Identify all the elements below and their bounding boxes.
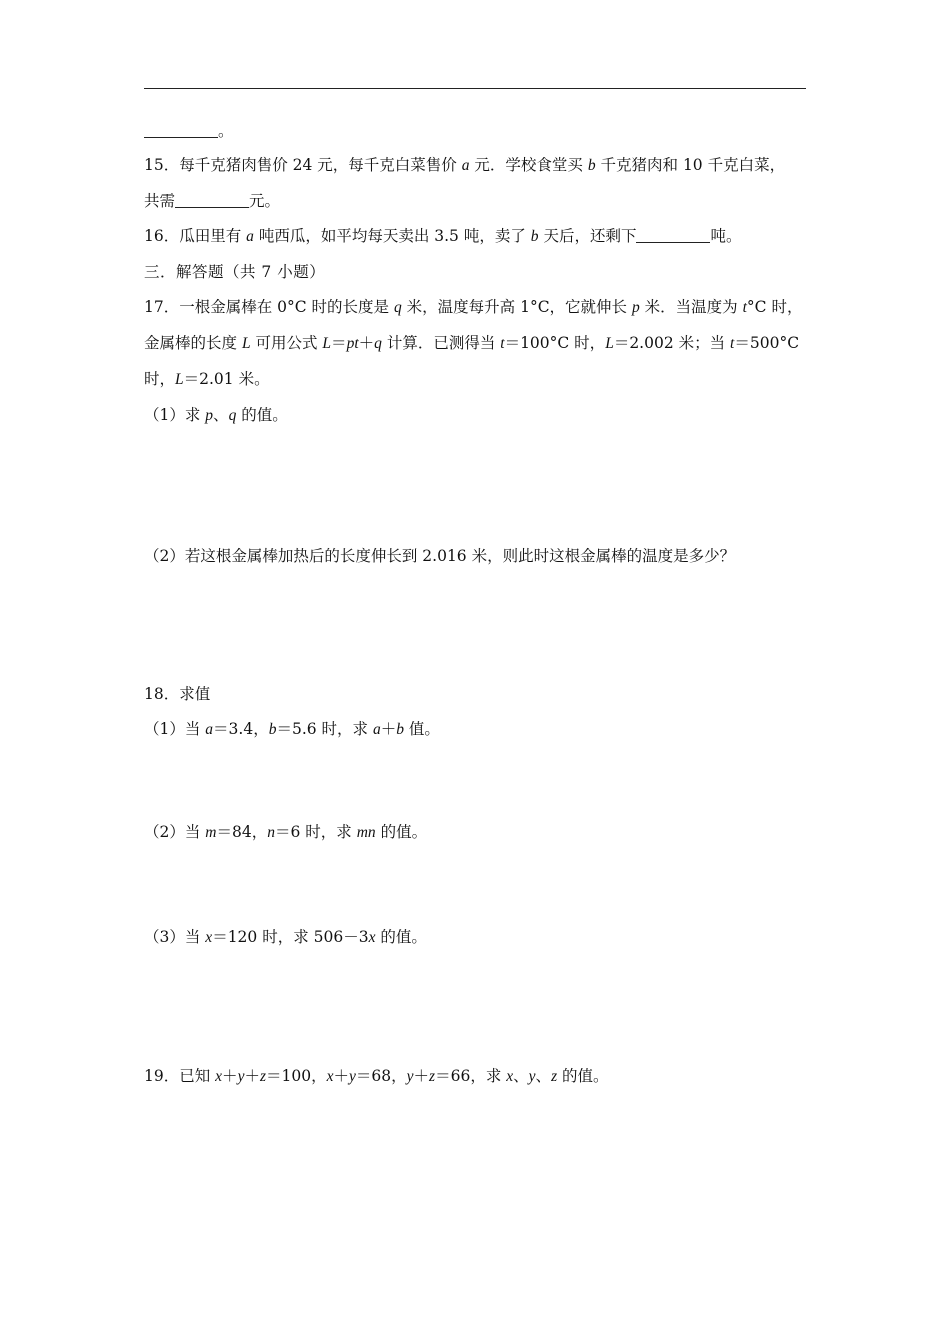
answer-blank[interactable] (144, 122, 218, 138)
q18-title: 18．求值 (144, 685, 211, 703)
q18-part-1: （1）当 a＝3.4，b＝5.6 时，求 a＋b 值。 (144, 720, 440, 738)
q18-part-3: （3）当 x＝120 时，求 506－3x 的值。 (144, 928, 427, 946)
q17-line-1: 17．一根金属棒在 0°C 时的长度是 q 米，温度每升高 1°C，它就伸长 p 米．当温度为 t°C 时， (144, 298, 803, 316)
q15-line-1: 15．每千克猪肉售价 24 元，每千克白菜售价 a 元．学校食堂买 b 千克猪肉和 10 千克白菜， (144, 156, 786, 174)
header-rule (144, 88, 806, 89)
q17-line-3: 时，L＝2.01 米。 (144, 370, 270, 388)
q17-part-1: （1）求 p、q 的值。 (144, 406, 288, 424)
answer-blank[interactable] (636, 227, 710, 243)
q17-line-2: 金属棒的长度 L 可用公式 L＝pt＋q 计算．已测得当 t＝100°C 时，L＝2.002 米；当 t＝500°C (144, 334, 800, 352)
q15-line-2: 共需 元。 (144, 192, 281, 210)
section-title: 三．解答题（共 7 小题） (144, 263, 326, 281)
q16-line: 16．瓜田里有 a 吨西瓜，如平均每天卖出 3.5 吨，卖了 b 天后，还剩下 吨。 (144, 227, 742, 245)
answer-blank[interactable] (175, 192, 249, 208)
q18-part-2: （2）当 m＝84，n＝6 时，求 mn 的值。 (144, 823, 428, 841)
q14-tail-line: 。 (144, 121, 234, 141)
q19-line: 19．已知 x＋y＋z＝100，x＋y＝68，y＋z＝66，求 x、y、z 的值。 (144, 1067, 609, 1085)
q17-part-2: （2）若这根金属棒加热后的长度伸长到 2.016 米，则此时这根金属棒的温度是多少？ (144, 547, 736, 565)
